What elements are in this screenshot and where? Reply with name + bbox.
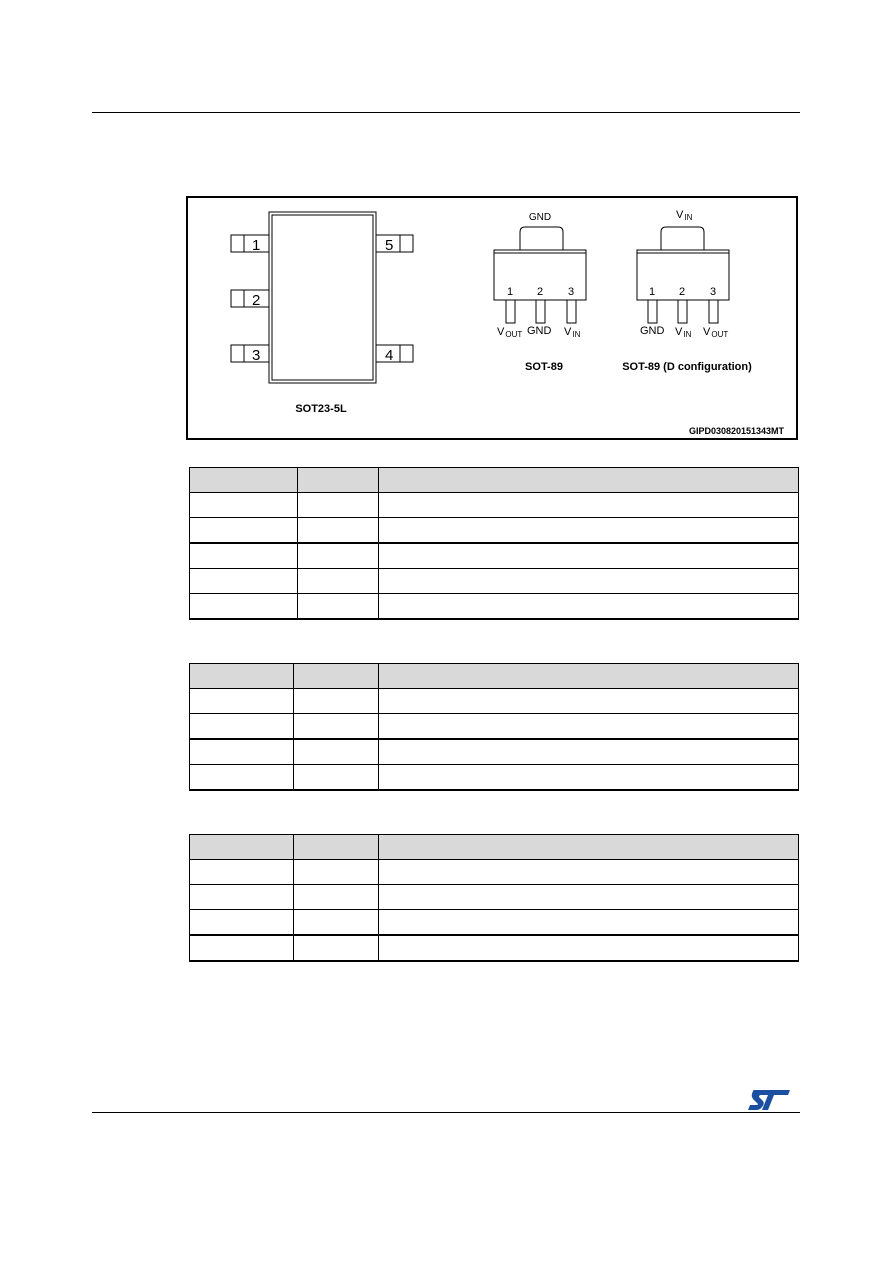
table-cell <box>190 765 294 791</box>
sot89-caption: SOT-89 <box>525 361 563 373</box>
table-cell <box>379 885 799 910</box>
table-cell <box>294 689 379 714</box>
sot89d-tab-label: VIN <box>676 209 693 222</box>
sot89-pin-name-2: GND <box>527 325 552 337</box>
table-row <box>190 910 799 936</box>
table-header-cell <box>379 835 799 860</box>
sot89d-pin-name-1: GND <box>640 325 665 337</box>
header-rule <box>92 112 800 113</box>
table-cell <box>298 493 379 518</box>
package-drawings <box>188 198 796 438</box>
table-row <box>190 543 799 569</box>
table-cell <box>190 910 294 936</box>
sot23-pin-5 <box>376 235 413 252</box>
table-cell <box>298 594 379 620</box>
pin-table-2 <box>189 663 799 791</box>
sot23-caption: SOT23-5L <box>295 403 347 415</box>
table-row <box>190 860 799 885</box>
table-row <box>190 689 799 714</box>
sot89-pin-num-1: 1 <box>506 286 514 298</box>
sot89-tab-label: GND <box>528 212 552 223</box>
table-cell <box>379 518 799 544</box>
table-cell <box>294 714 379 740</box>
sot89d-pin-name-2: VIN <box>675 326 692 339</box>
table-cell <box>379 714 799 740</box>
table-cell <box>190 493 298 518</box>
table-header-row <box>190 835 799 860</box>
st-logo <box>748 1088 792 1112</box>
table-cell <box>294 860 379 885</box>
sot23-body <box>269 212 376 383</box>
sot23-pin-3-label: 3 <box>252 347 261 364</box>
table-cell <box>294 935 379 961</box>
table-header-cell <box>190 664 294 689</box>
table-cell <box>190 518 298 544</box>
sot89d-pin-3 <box>709 300 718 323</box>
table-cell <box>379 594 799 620</box>
table-header-cell <box>294 835 379 860</box>
table-header-cell <box>379 468 799 493</box>
table-cell <box>294 765 379 791</box>
table-cell <box>294 910 379 936</box>
sot89-pin-name-1: VOUT <box>497 326 523 339</box>
sot89-tab <box>520 227 563 250</box>
table-cell <box>379 689 799 714</box>
table-cell <box>379 910 799 936</box>
table-header-cell <box>298 468 379 493</box>
table-row <box>190 885 799 910</box>
footer-rule <box>92 1112 800 1113</box>
sot23-pin-2-label: 2 <box>252 292 261 309</box>
table-header-cell <box>190 835 294 860</box>
table-row <box>190 569 799 594</box>
sot89-pin-1 <box>506 300 515 323</box>
table-header-cell <box>379 664 799 689</box>
table-row <box>190 714 799 740</box>
table-cell <box>379 860 799 885</box>
table-cell <box>294 885 379 910</box>
table-row <box>190 518 799 544</box>
sot23-pin-1 <box>231 235 269 252</box>
pin-table-3 <box>189 834 799 962</box>
table-cell <box>379 739 799 765</box>
table-cell <box>190 860 294 885</box>
sot23-pin-5-label: 5 <box>385 237 394 254</box>
st-logo-mark <box>748 1090 790 1110</box>
table-cell <box>190 594 298 620</box>
sot89d-caption: SOT-89 (D configuration) <box>622 361 752 373</box>
figure-id: GIPD030820151343MT <box>688 426 784 436</box>
table-row <box>190 935 799 961</box>
table-cell <box>190 935 294 961</box>
table-header-row <box>190 664 799 689</box>
sot89d-pin-num-3: 3 <box>709 286 717 298</box>
table-cell <box>379 935 799 961</box>
table-cell <box>379 543 799 569</box>
sot89d-pin-num-2: 2 <box>678 286 686 298</box>
sot23-pin-2 <box>231 290 269 307</box>
table-cell <box>190 689 294 714</box>
pin-table-1 <box>189 467 799 620</box>
table-cell <box>298 569 379 594</box>
sot89d-pin-name-3: VOUT <box>703 326 729 339</box>
sot89-pin-num-2: 2 <box>536 286 544 298</box>
table-cell <box>190 739 294 765</box>
table-cell <box>379 493 799 518</box>
table-cell <box>190 714 294 740</box>
pin-connection-figure <box>186 196 798 440</box>
table-header-cell <box>190 468 298 493</box>
table-header-cell <box>294 664 379 689</box>
sot23-pin-1-label: 1 <box>252 237 261 254</box>
table-cell <box>298 543 379 569</box>
sot89d-pin-num-1: 1 <box>648 286 656 298</box>
sot89d-pin-1 <box>648 300 657 323</box>
table-cell <box>190 885 294 910</box>
sot89-pin-name-3: VIN <box>564 326 581 339</box>
table-cell <box>298 518 379 544</box>
table-cell <box>190 543 298 569</box>
sot89-pin-num-3: 3 <box>567 286 575 298</box>
sot23-body-inner <box>272 215 373 380</box>
table-cell <box>379 765 799 791</box>
table-cell <box>379 569 799 594</box>
sot89-pin-3 <box>567 300 576 323</box>
table-row <box>190 739 799 765</box>
table-header-row <box>190 468 799 493</box>
table-row <box>190 493 799 518</box>
table-row <box>190 594 799 620</box>
table-row <box>190 765 799 791</box>
sot23-pin-4-label: 4 <box>385 347 394 364</box>
sot23-pin-3 <box>231 345 269 362</box>
table-cell <box>294 739 379 765</box>
sot89d-tab <box>661 227 704 250</box>
sot89-pin-2 <box>536 300 545 323</box>
sot89d-pin-2 <box>678 300 687 323</box>
sot23-pin-4 <box>376 345 413 362</box>
table-cell <box>190 569 298 594</box>
